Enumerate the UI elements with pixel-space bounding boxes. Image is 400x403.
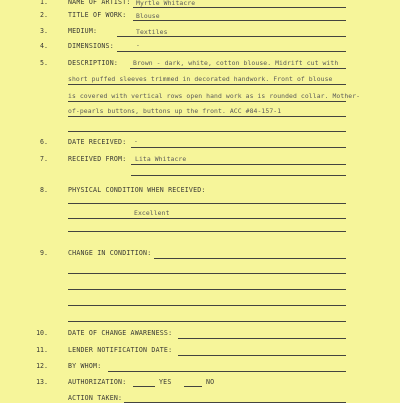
medium-line: [117, 36, 346, 37]
physical-condition-line: [68, 203, 346, 204]
description-line-1: Brown - dark, white, cotton blouse. Midrift cut with: [133, 59, 339, 67]
item-number: 3.: [40, 27, 48, 35]
change-in-condition-line: [68, 305, 346, 306]
description-rule: [130, 68, 346, 69]
item-number: 9.: [40, 249, 48, 257]
by-whom-label: BY WHOM:: [68, 362, 102, 370]
date-received-value: -: [134, 137, 138, 145]
description-line-2: short puffed sleeves trimmed in decorated handwork. Front of blouse: [68, 75, 333, 83]
title-of-work-value: Blouse: [136, 12, 160, 20]
item-number: 10.: [36, 329, 48, 337]
change-in-condition-label: CHANGE IN CONDITION:: [68, 249, 152, 257]
dimensions-line: [117, 51, 346, 52]
dimensions-label: DIMENSIONS:: [68, 42, 114, 50]
received-from-label: RECEIVED FROM:: [68, 155, 127, 163]
artist-name-value: Myrtle Whitacre: [136, 0, 196, 7]
artist-name-label: NAME OF ARTIST:: [68, 0, 131, 6]
item-number: 7.: [40, 155, 48, 163]
description-rule: [68, 131, 346, 132]
item-number: 13.: [36, 378, 48, 386]
received-from-line: [131, 175, 346, 176]
authorization-no-label: NO: [206, 378, 215, 386]
action-taken-label: ACTION TAKEN:: [68, 394, 123, 402]
title-of-work-line: [133, 20, 346, 21]
description-rule: [68, 84, 346, 85]
authorization-yes-label: YES: [159, 378, 172, 386]
item-number: 12.: [36, 362, 48, 370]
date-of-change-line: [178, 338, 346, 339]
date-received-label: DATE RECEIVED:: [68, 138, 127, 146]
by-whom-line: [108, 371, 346, 372]
item-number: 1.: [40, 0, 48, 6]
authorization-no-blank: [184, 386, 202, 387]
title-of-work-label: TITLE OF WORK:: [68, 11, 127, 19]
date-received-line: [131, 147, 346, 148]
physical-condition-line: [68, 231, 346, 232]
change-in-condition-line: [154, 258, 346, 259]
description-label: DESCRIPTION:: [68, 59, 119, 67]
dimensions-value: -: [136, 41, 140, 49]
medium-label: MEDIUM:: [68, 27, 98, 35]
item-number: 6.: [40, 138, 48, 146]
change-in-condition-line: [68, 289, 346, 290]
change-in-condition-line: [68, 273, 346, 274]
description-line-3: is covered with vertical rows open hand work as is rounded collar. Mother-: [68, 92, 361, 100]
item-number: 8.: [40, 186, 48, 194]
artist-name-line: [133, 7, 346, 8]
received-from-line: [131, 164, 346, 165]
authorization-label: AUTHORIZATION:: [68, 378, 127, 386]
item-number: 2.: [40, 11, 48, 19]
authorization-yes-blank: [133, 386, 155, 387]
medium-value: Textiles: [136, 28, 168, 36]
description-line-4: of-pearls buttons, buttons up the front. ACC #84-157-1: [68, 107, 282, 115]
lender-notification-line: [178, 355, 346, 356]
date-of-change-label: DATE OF CHANGE AWARENESS:: [68, 329, 173, 337]
received-from-value: Lita Whitacre: [135, 155, 187, 163]
description-rule: [68, 116, 346, 117]
description-rule: [68, 101, 346, 102]
lender-notification-label: LENDER NOTIFICATION DATE:: [68, 346, 173, 354]
physical-condition-line: [68, 218, 346, 219]
physical-condition-value: Excellent: [134, 209, 170, 217]
item-number: 11.: [36, 346, 48, 354]
physical-condition-label: PHYSICAL CONDITION WHEN RECEIVED:: [68, 186, 206, 194]
change-in-condition-line: [68, 321, 346, 322]
item-number: 5.: [40, 59, 48, 67]
item-number: 4.: [40, 42, 48, 50]
